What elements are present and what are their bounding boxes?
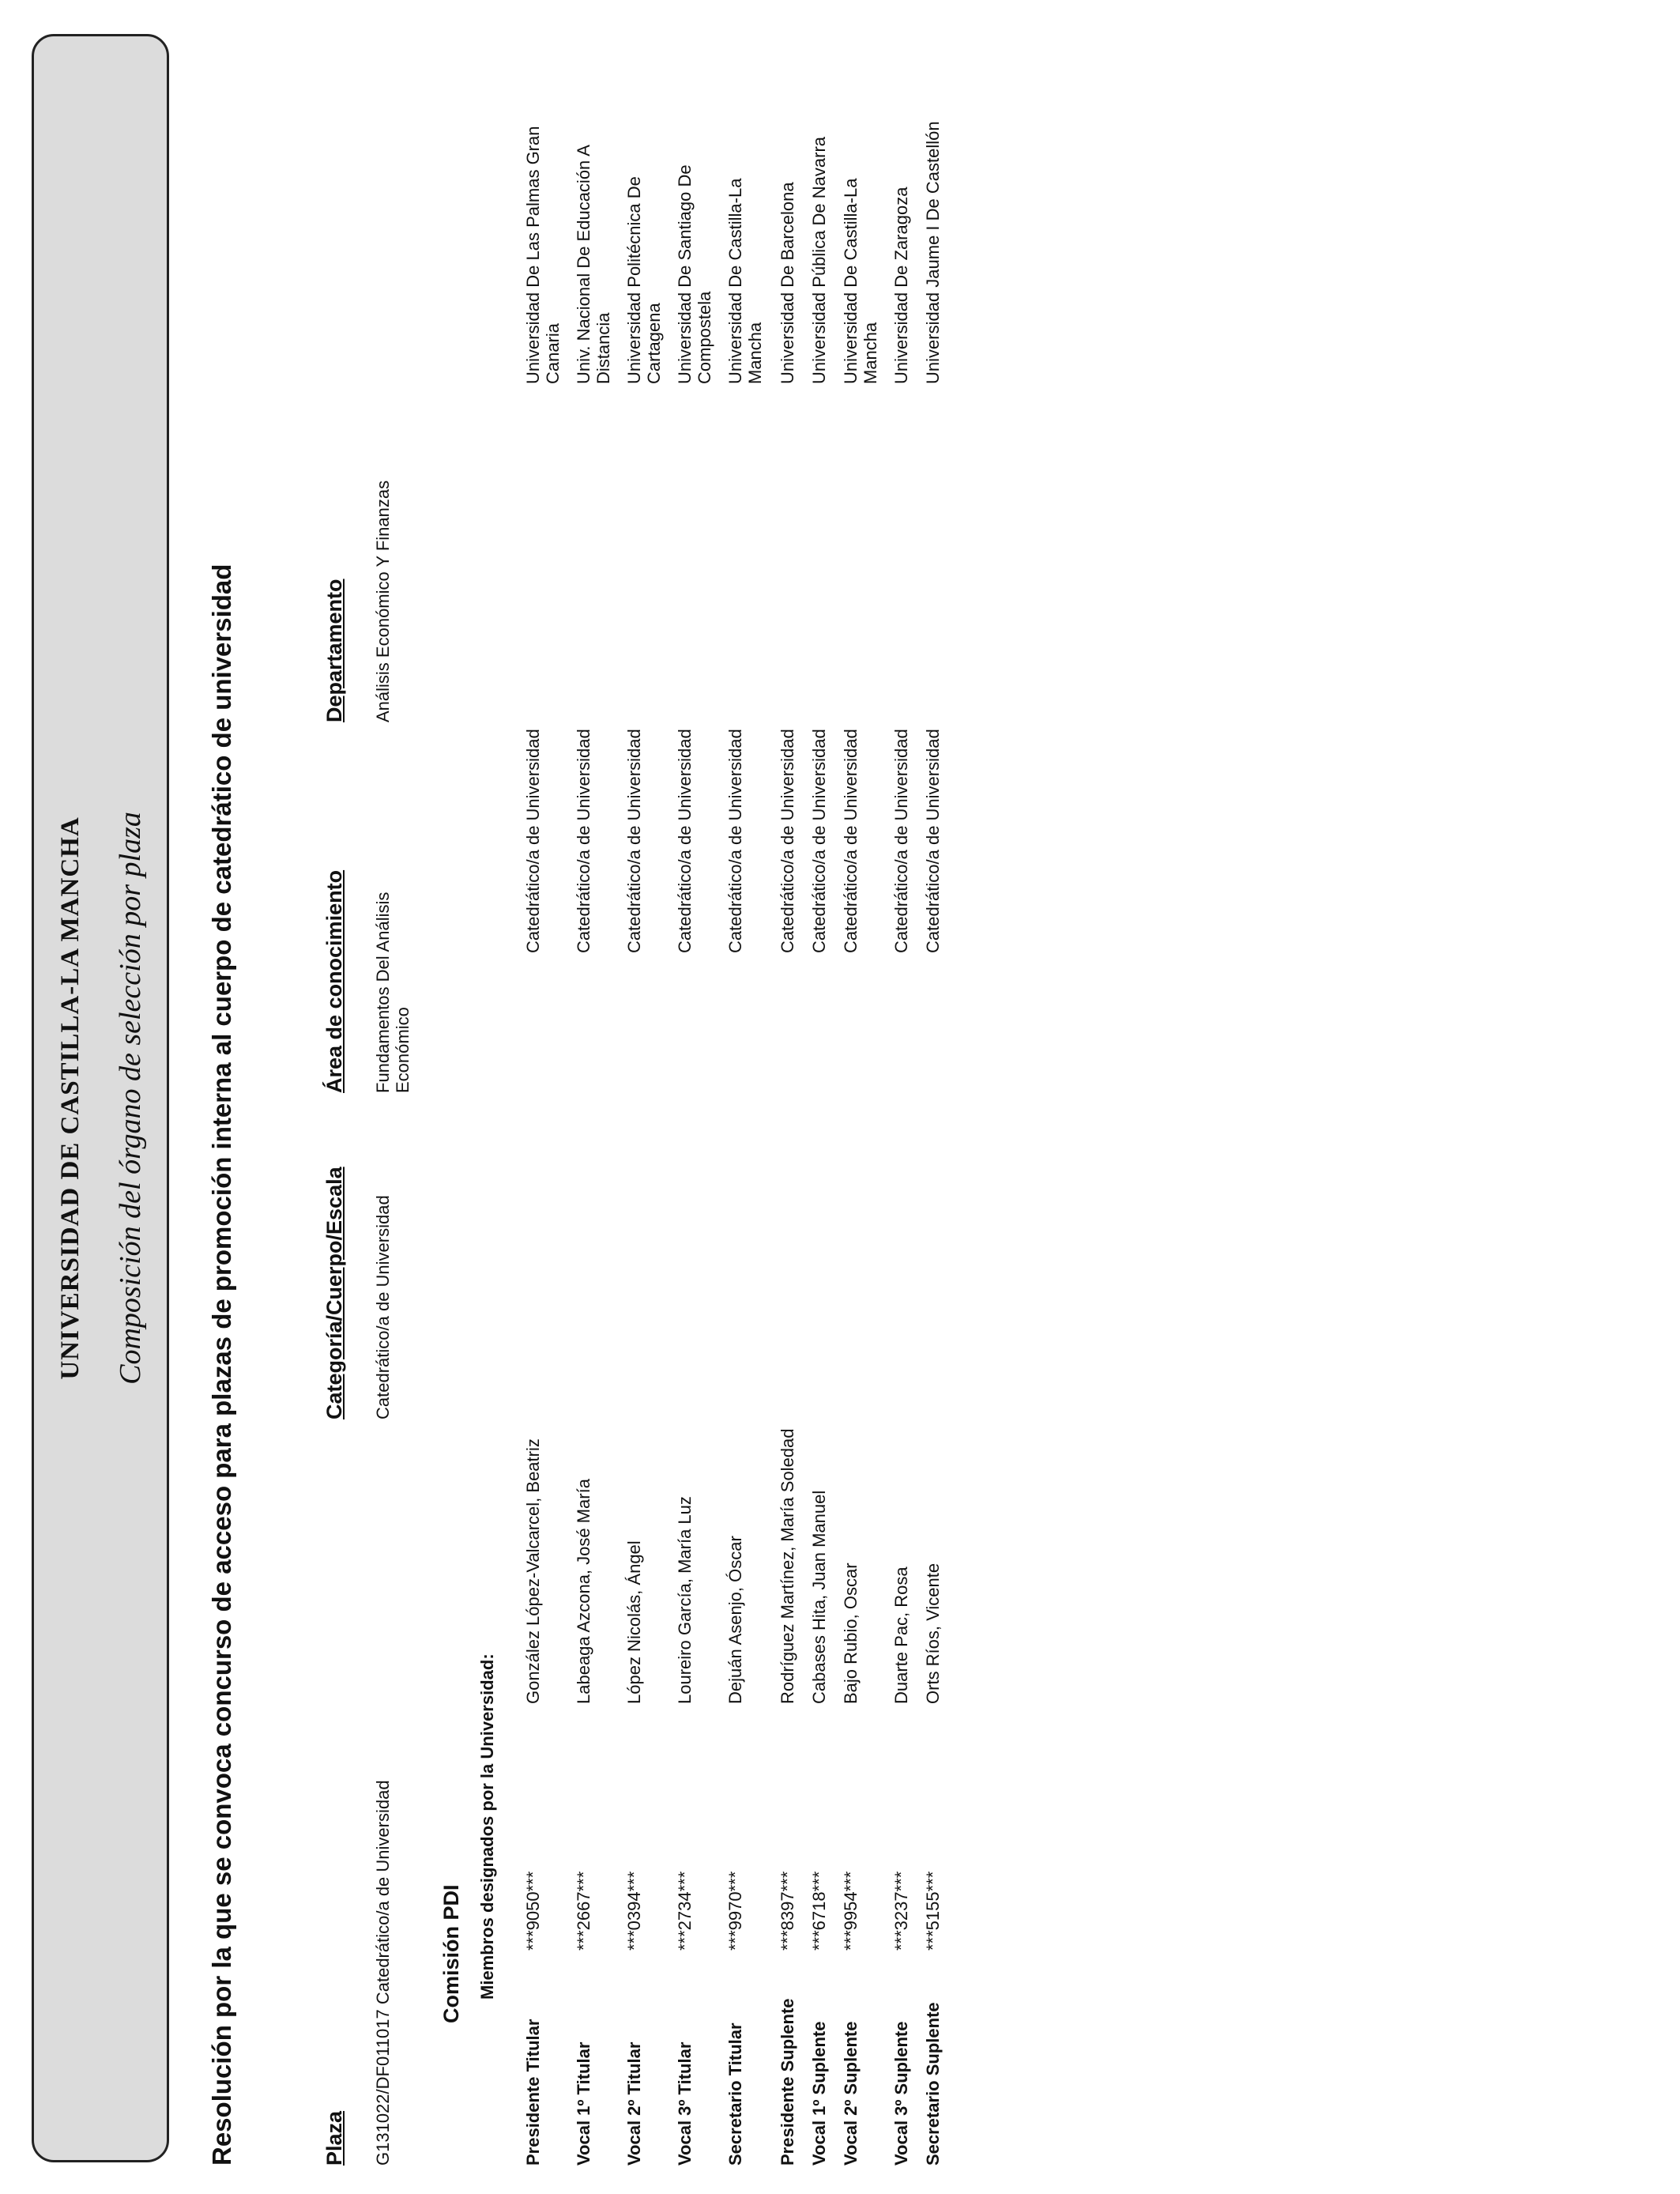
member-organization-line: Distancia [593, 312, 613, 384]
commission-title: Comisión PDI [439, 1884, 463, 2023]
area-value-line: Económico [393, 1007, 412, 1093]
member-organization-line: Universidad De Barcelona [778, 182, 797, 384]
member-category: Catedrático/a de Universidad [809, 729, 829, 953]
area-value [373, 892, 412, 1093]
member-organization [778, 182, 797, 384]
members-heading: Miembros designados por la Universidad: [477, 1653, 497, 2000]
member-code: ***9050*** [523, 1871, 543, 1951]
member-role: Vocal 2º Suplente [841, 2021, 861, 2166]
member-organization-line: Universidad De Castilla-La [725, 178, 745, 384]
member-organization [891, 187, 911, 384]
plaza-header: Plaza [322, 2110, 346, 2166]
member-category: Catedrático/a de Universidad [891, 729, 911, 953]
member-code: ***2667*** [574, 1871, 593, 1951]
member-name: Bajo Rubio, Oscar [841, 1563, 861, 1704]
member-code: ***8397*** [778, 1871, 797, 1951]
member-role: Secretario Suplente [923, 2002, 943, 2166]
member-role: Vocal 3º Titular [675, 2041, 695, 2166]
member-role: Vocal 1º Titular [574, 2041, 593, 2166]
plaza-value: G131022/DF011017 Catedrático/a de Universidad [373, 1780, 393, 2166]
member-organization [841, 179, 880, 384]
area-value-line: Fundamentos Del Análisis [373, 892, 393, 1093]
member-name: Duarte Pac, Rosa [891, 1566, 911, 1704]
member-name: Rodríguez Martínez, María Soledad [778, 1428, 797, 1704]
categoria-header: Categoría/Cuerpo/Escala [322, 1167, 346, 1419]
member-organization-line: Cartagena [644, 303, 664, 384]
member-code: ***9970*** [725, 1871, 745, 1951]
member-organization-line: Universidad Politécnica De [624, 176, 644, 384]
member-organization [923, 121, 943, 384]
member-role: Vocal 3º Suplente [891, 2021, 911, 2166]
member-role: Vocal 1º Suplente [809, 2021, 829, 2166]
member-code: ***3237*** [891, 1871, 911, 1951]
member-organization [574, 145, 613, 384]
member-category: Catedrático/a de Universidad [778, 729, 797, 953]
member-category: Catedrático/a de Universidad [725, 729, 745, 953]
member-organization-line: Univ. Nacional De Educación A [574, 145, 593, 384]
member-name: Orts Ríos, Vicente [923, 1563, 943, 1704]
categoria-value: Catedrático/a de Universidad [373, 1195, 393, 1419]
member-name: Loureiro García, María Luz [675, 1496, 695, 1704]
member-role: Secretario Titular [725, 2022, 745, 2166]
member-organization-line: Universidad De Castilla-La [841, 178, 861, 384]
resolution-title: Resolución por la que se convoca concurso de acceso para plazas de promoción interna al cuerpo de catedrático de universidad [207, 564, 236, 2166]
departamento-value: Análisis Económico Y Finanzas [373, 480, 393, 722]
member-category: Catedrático/a de Universidad [624, 729, 644, 953]
area-header: Área de conocimiento [322, 869, 346, 1093]
member-organization-line: Universidad Jaume I De Castellón [923, 121, 943, 384]
member-organization [725, 179, 765, 384]
member-organization [675, 164, 714, 384]
member-role: Presidente Suplente [778, 1998, 797, 2166]
member-category: Catedrático/a de Universidad [523, 729, 543, 953]
member-organization-line: Universidad De Santiago De [675, 164, 695, 384]
member-name: González López-Valcarcel, Beatriz [523, 1438, 543, 1704]
member-category: Catedrático/a de Universidad [574, 729, 593, 953]
member-category: Catedrático/a de Universidad [675, 729, 695, 953]
member-organization-line: Mancha [745, 322, 765, 384]
member-name: Dejuán Asenjo, Óscar [725, 1536, 745, 1704]
header-banner [32, 34, 169, 2162]
member-code: ***2734*** [675, 1871, 695, 1951]
member-organization-line: Universidad De Las Palmas Gran [523, 126, 543, 384]
member-organization-line: Canaria [543, 322, 563, 384]
member-organization [523, 126, 563, 384]
member-code: ***6718*** [809, 1871, 829, 1951]
member-organization-line: Universidad Pública De Navarra [809, 136, 829, 384]
document-subtitle: Composición del órgano de selección por plaza [114, 812, 147, 1385]
member-category: Catedrático/a de Universidad [923, 729, 943, 953]
university-name: UNIVERSIDAD DE CASTILLA-LA MANCHA [56, 816, 85, 1380]
member-code: ***0394*** [624, 1871, 644, 1951]
member-organization [809, 137, 829, 384]
member-organization [624, 176, 664, 384]
member-code: ***9954*** [841, 1871, 861, 1951]
member-name: Cabases Hita, Juan Manuel [809, 1490, 829, 1704]
departamento-header: Departamento [322, 579, 346, 722]
member-organization-line: Mancha [861, 322, 880, 384]
member-name: López Nicolás, Ángel [624, 1540, 644, 1704]
member-organization-line: Universidad De Zaragoza [891, 187, 911, 384]
member-code: ***5155*** [923, 1871, 943, 1951]
member-organization-line: Compostela [695, 291, 714, 384]
member-name: Labeaga Azcona, José María [574, 1479, 593, 1704]
member-role: Presidente Titular [523, 2019, 543, 2166]
member-category: Catedrático/a de Universidad [841, 729, 861, 953]
member-role: Vocal 2º Titular [624, 2041, 644, 2166]
